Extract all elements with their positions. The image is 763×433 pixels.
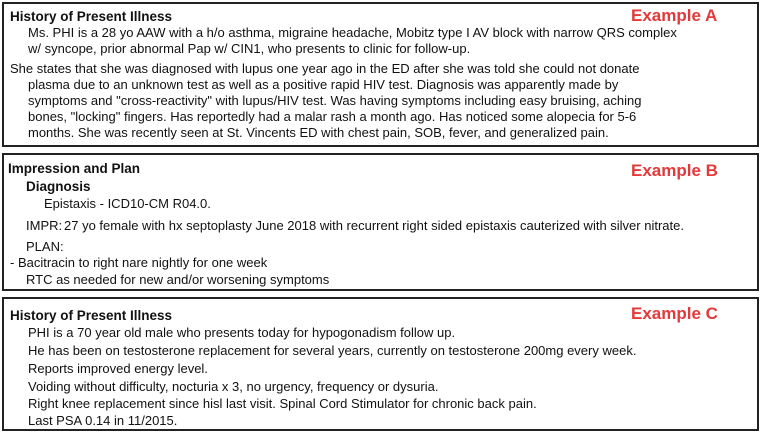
example-c-line: Voiding without difficulty, nocturia x 3, no urgency, frequency or dysuria. <box>28 379 439 394</box>
example-b-panel <box>2 153 759 291</box>
example-a-line: Ms. PHI is a 28 yo AAW with a h/o asthma, migraine headache, Mobitz type I AV block with narrow QRS complex <box>28 25 677 40</box>
example-a-line: months. She was recently seen at St. Vincents ED with chest pain, SOB, fever, and generalized pain. <box>28 125 609 140</box>
example-c-line: Right knee replacement since hisl last visit. Spinal Cord Stimulator for chronic back pain. <box>28 396 537 411</box>
example-c-line: He has been on testosterone replacement for several years, currently on testosterone 200mg every week. <box>28 343 637 358</box>
example-c-title: History of Present Illness <box>10 308 173 323</box>
example-b-label: Example B <box>631 161 718 180</box>
example-a-title: History of Present Illness <box>10 9 173 24</box>
example-a-line: She states that she was diagnosed with lupus one year ago in the ED after she was told she could not donate <box>10 61 640 76</box>
example-c-label: Example C <box>631 304 718 323</box>
diagnosis-heading: Diagnosis <box>26 179 91 194</box>
example-a-line: symptoms and "cross-reactivity" with lupus/HIV test. Was having symptoms including easy bruising, aching <box>28 93 642 108</box>
example-a-line: plasma due to an unknown test as well as a positive rapid HIV test. Diagnosis was apparently made by <box>28 77 619 92</box>
impr-label: IMPR: <box>26 218 63 233</box>
impr-text: 27 yo female with hx septoplasty June 2018 with recurrent right sided epistaxis cauterized with silver nitrate. <box>64 218 684 233</box>
example-a-label: Example A <box>631 6 718 25</box>
example-a-line: w/ syncope, prior abnormal Pap w/ CIN1, who presents to clinic for follow-up. <box>28 41 471 56</box>
example-a-panel <box>2 2 759 147</box>
example-b-title: Impression and Plan <box>8 161 141 176</box>
diagnosis-text: Epistaxis - ICD10-CM R04.0. <box>44 196 211 211</box>
example-c-line: Last PSA 0.14 in 11/2015. <box>28 413 178 428</box>
example-c-line: Reports improved energy level. <box>28 361 208 376</box>
plan-line: - Bacitracin to right nare nightly for one week <box>10 255 268 270</box>
example-c-line: PHI is a 70 year old male who presents today for hypogonadism follow up. <box>28 325 456 340</box>
example-a-line: bones, "locking" fingers. Has reportedly had a malar rash a month ago. Has noticed some alopecia for 5-6 <box>28 109 637 124</box>
plan-line: RTC as needed for new and/or worsening symptoms <box>26 272 330 287</box>
example-c-panel <box>2 297 759 431</box>
plan-label: PLAN: <box>26 239 64 254</box>
